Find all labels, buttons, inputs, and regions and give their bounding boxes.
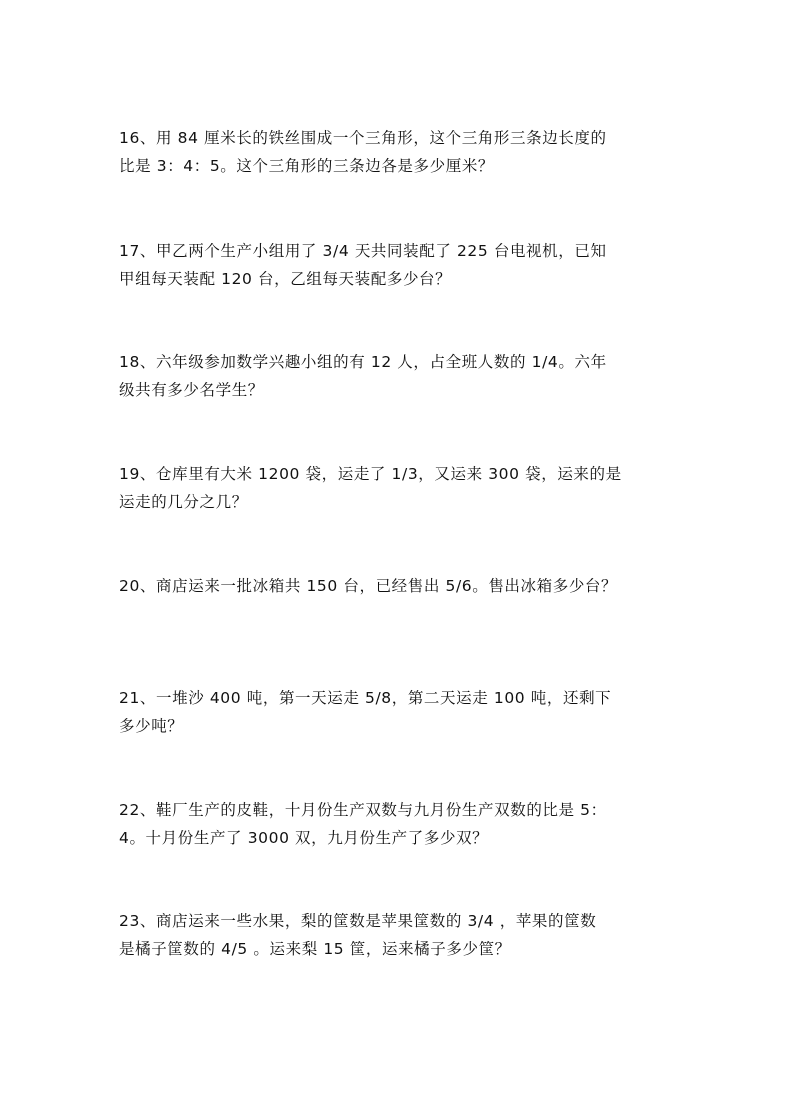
problem-18-line-2: 级共有多少名学生？ [119,381,264,399]
problem-22 [119,796,679,852]
problem-19 [119,460,679,516]
problem-20 [119,572,679,600]
problem-17-line-1: 17、甲乙两个生产小组用了 3/4 天共同装配了 225 台电视机，已知 [119,242,607,260]
problem-20-line-1: 20、商店运来一批冰箱共 150 台，已经售出 5/6。售出冰箱多少台？ [119,577,618,595]
problem-21 [119,684,679,740]
problem-19-line-1: 19、仓库里有大米 1200 袋，运走了 1/3，又运来 300 袋，运来的是 [119,465,622,483]
problem-17 [119,237,679,293]
problem-23-line-2: 是橘子筐数的 4/5 。运来梨 15 筐，运来橘子多少筐？ [119,940,511,958]
problem-16 [119,124,679,180]
problem-18-line-1: 18、六年级参加数学兴趣小组的有 12 人，占全班人数的 1/4。六年 [119,353,607,371]
problem-18 [119,348,679,404]
problem-23-line-1: 23、商店运来一些水果，梨的筐数是苹果筐数的 3/4 ，苹果的筐数 [119,912,597,930]
problem-16-line-2: 比是 3：4：5。这个三角形的三条边各是多少厘米？ [119,157,495,175]
problem-22-line-2: 4。十月份生产了 3000 双，九月份生产了多少双？ [119,829,489,847]
problem-21-line-2: 多少吨？ [119,717,184,735]
problem-22-line-1: 22、鞋厂生产的皮鞋，十月份生产双数与九月份生产双数的比是 5： [119,801,607,819]
problem-21-line-1: 21、一堆沙 400 吨，第一天运走 5/8，第二天运走 100 吨，还剩下 [119,689,612,707]
problem-16-line-1: 16、用 84 厘米长的铁丝围成一个三角形，这个三角形三条边长度的 [119,129,607,147]
problem-23 [119,907,679,963]
problem-19-line-2: 运走的几分之几？ [119,493,248,511]
problem-17-line-2: 甲组每天装配 120 台，乙组每天装配多少台？ [119,270,452,288]
